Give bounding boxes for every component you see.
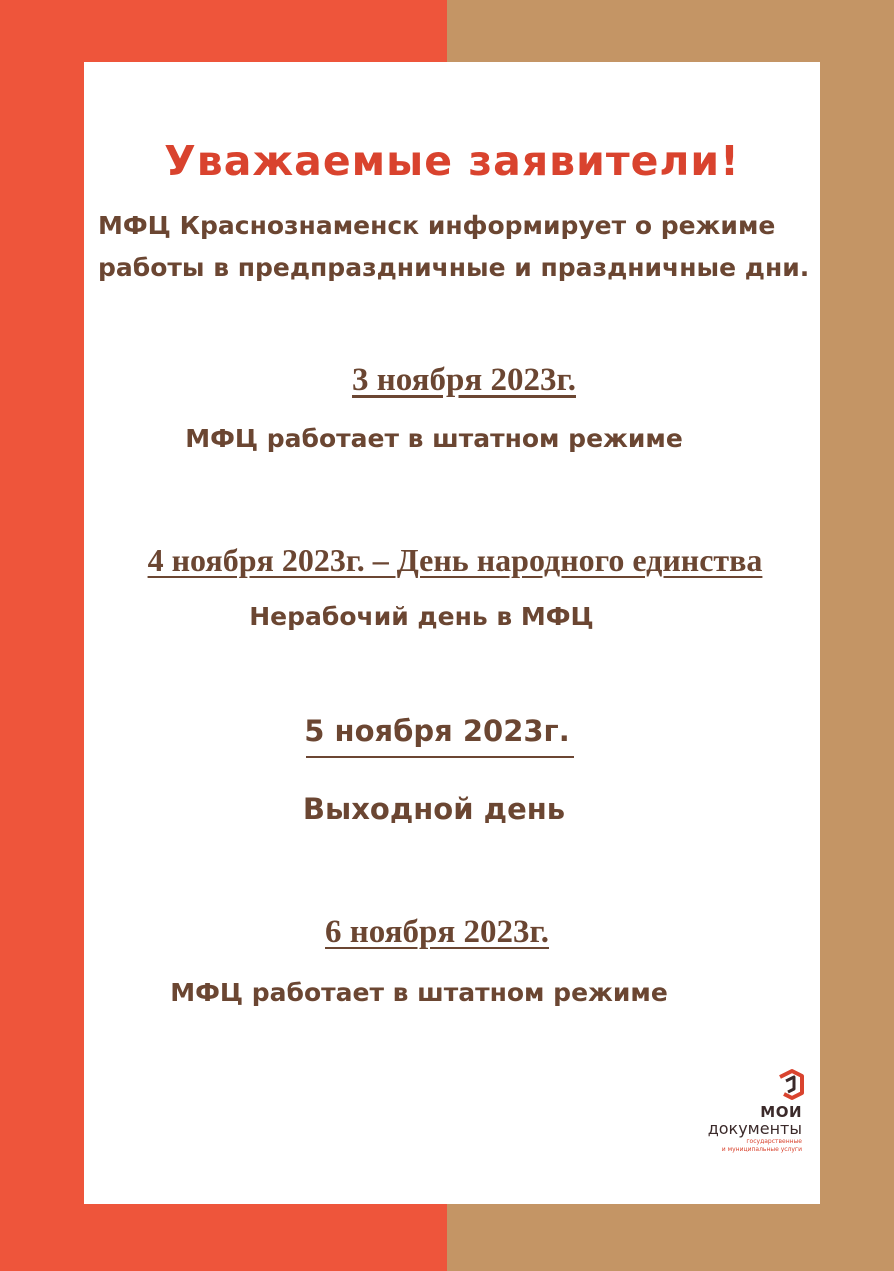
announcement-title: Уважаемые заявители! (164, 137, 740, 185)
schedule-date-1: 3 ноября 2023г. (352, 362, 576, 398)
intro-text (98, 205, 818, 289)
schedule-date-3: 5 ноября 2023г. (304, 714, 570, 748)
schedule-note-2: Нерабочий день в МФЦ (249, 602, 594, 631)
moi-dokumenty-logo (684, 1067, 814, 1162)
logo-subtext-2: и муниципальные услуги (721, 1146, 802, 1153)
logo-subtext-1: государственные (746, 1138, 802, 1145)
announcement-card (84, 62, 820, 1204)
intro-line-1: МФЦ Краснознаменск информирует о режиме (98, 211, 776, 240)
logo-text-dokumenty: документы (707, 1119, 802, 1138)
schedule-date-3-underline (306, 756, 574, 758)
schedule-date-2: 4 ноября 2023г. – День народного единства (147, 542, 763, 578)
schedule-note-1: МФЦ работает в штатном режиме (185, 424, 683, 453)
intro-line-2: работы в предпраздничные и праздничные дни. (98, 253, 810, 282)
schedule-note-4: МФЦ работает в штатном режиме (170, 978, 668, 1007)
logo-mark-icon (774, 1067, 808, 1101)
schedule-note-3: Выходной день (302, 792, 566, 826)
schedule-date-4: 6 ноября 2023г. (325, 914, 549, 950)
logo-text-moi: МОИ (760, 1103, 802, 1121)
